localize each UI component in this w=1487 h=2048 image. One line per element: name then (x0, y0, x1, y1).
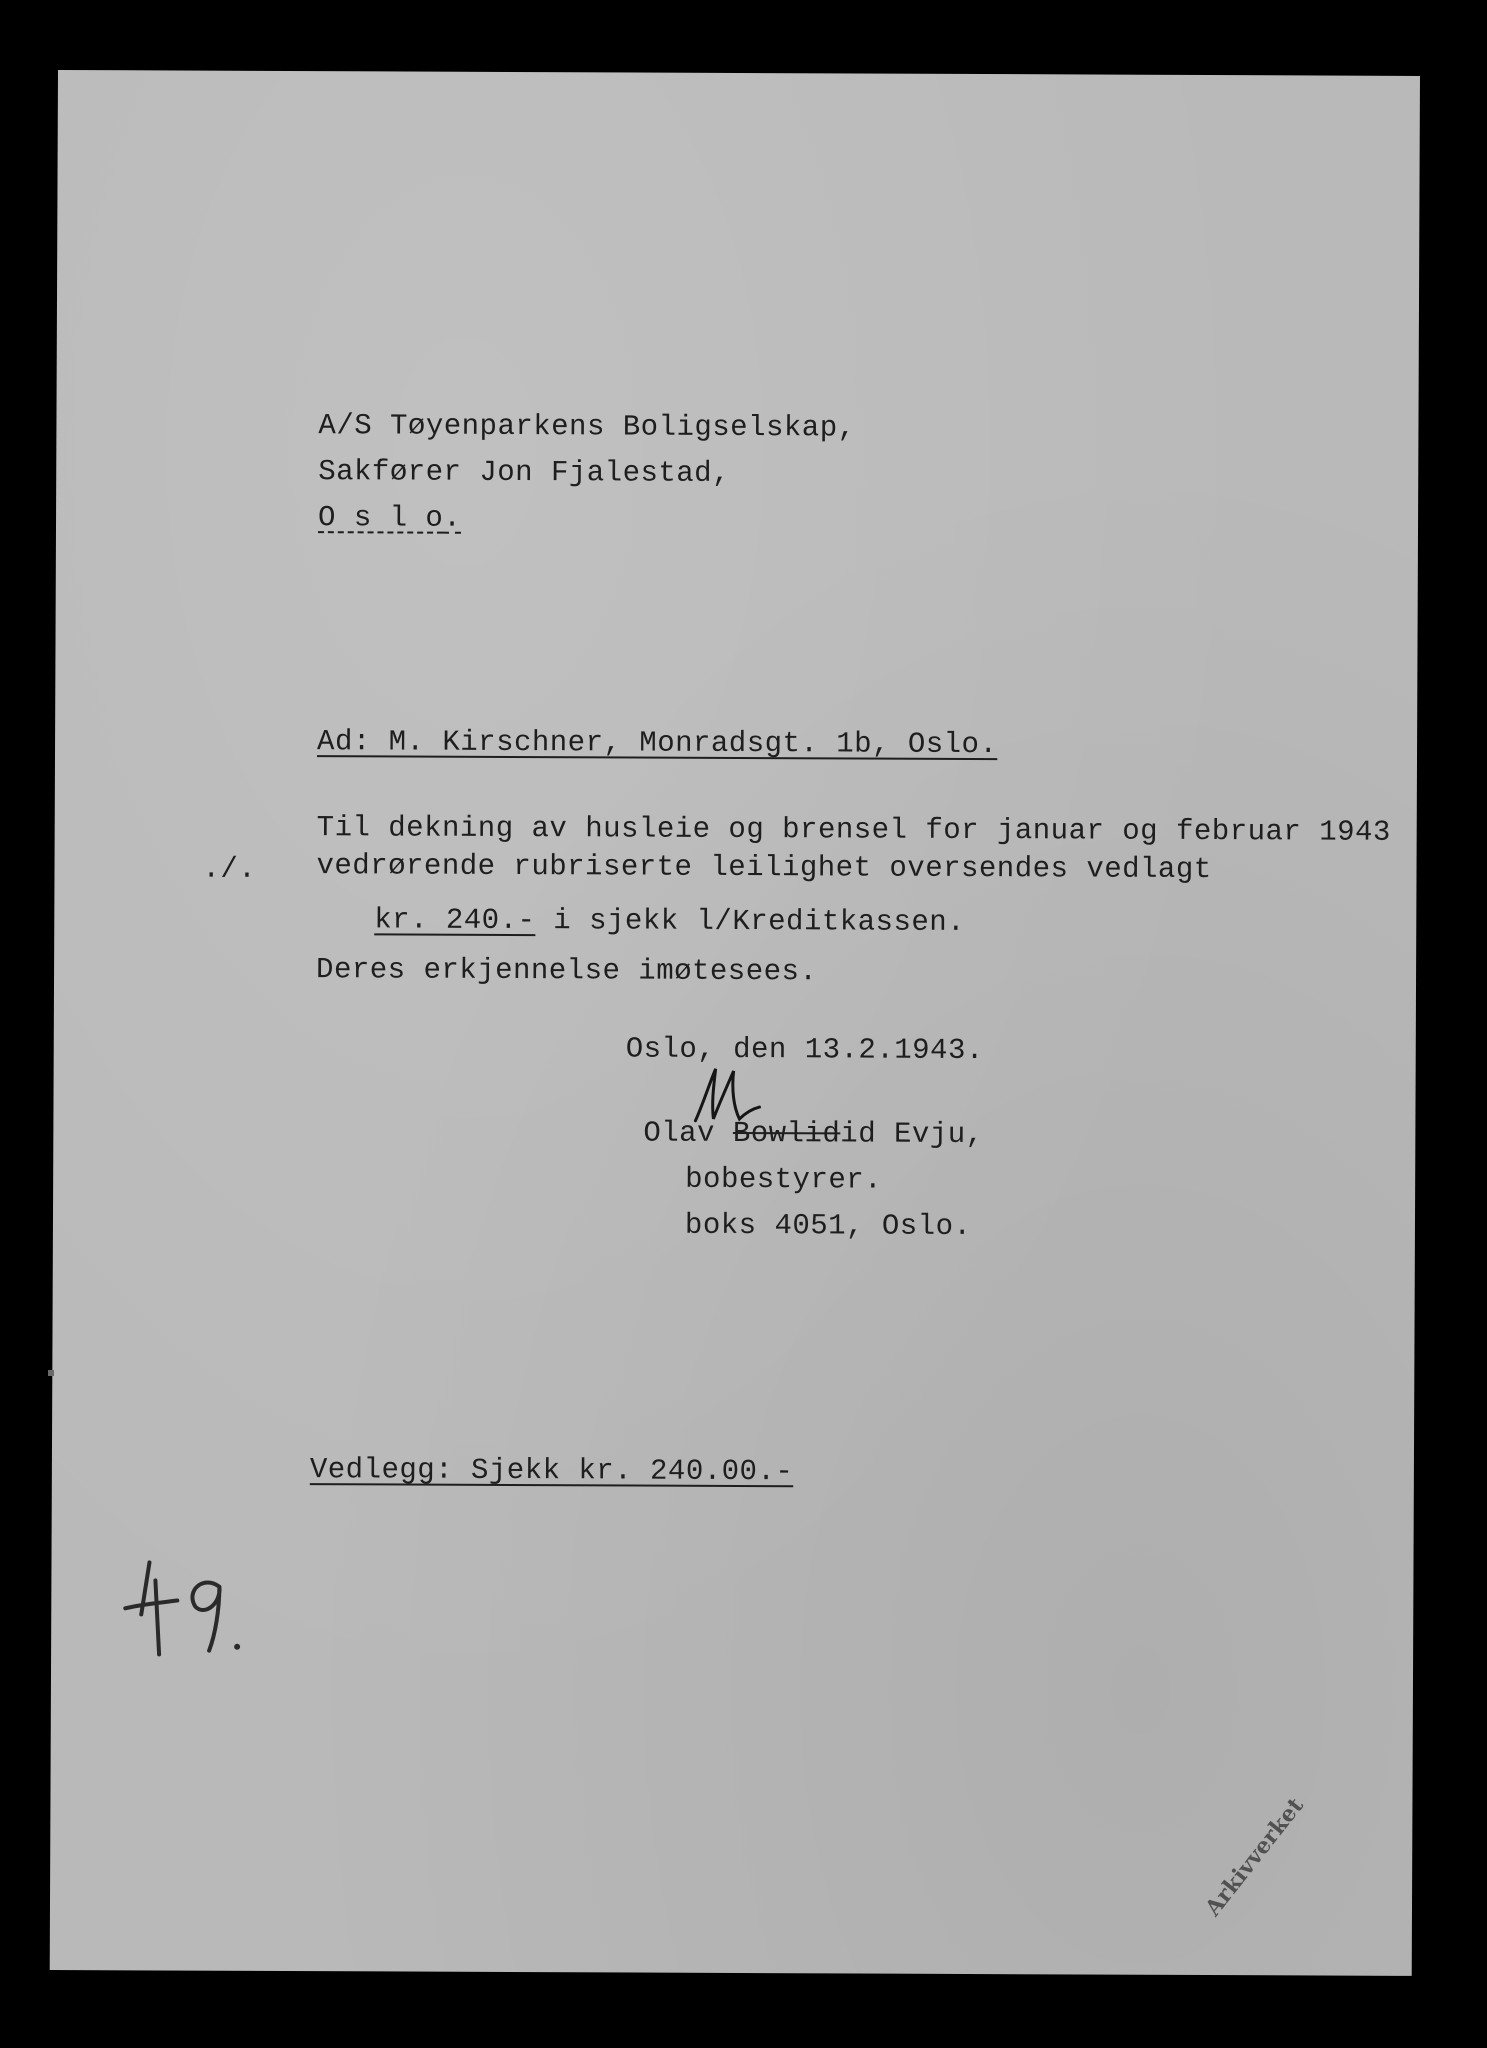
body-line-3 (374, 905, 965, 937)
page-number-handwriting (111, 1550, 252, 1671)
margin-mark: ./. (202, 852, 257, 886)
address-line-1: A/S Tøyenparkens Boligselskap, (318, 409, 856, 445)
amount-rest: i sjekk l/Kreditkassen. (535, 904, 966, 939)
address-line-2: Sakfører Jon Fjalestad, (318, 455, 731, 490)
scan-edge-mark (48, 1370, 54, 1376)
signer-first-name: Olav (643, 1116, 716, 1150)
signer-struck-name: Bowlid (732, 1116, 841, 1151)
body-line-1: Til dekning av husleie og brensel for januar og februar 1943 (316, 811, 1391, 849)
subject-line: Ad: M. Kirschner, Monradsgt. 1b, Oslo. (316, 725, 998, 762)
date-line: Oslo, den 13.2.1943. (625, 1032, 984, 1068)
body-line-4: Deres erkjennelse imøtesees. (316, 953, 818, 989)
signer-box: boks 4051, Oslo. (684, 1208, 972, 1243)
attachment-line: Vedlegg: Sjekk kr. 240.00.- (309, 1453, 794, 1489)
paper-sheet (50, 70, 1420, 1976)
page-number (111, 1550, 252, 1671)
signer-line (643, 1116, 984, 1152)
address-line-3: O s l o. (317, 501, 462, 535)
signer-rest: id Evju, (840, 1117, 984, 1152)
signer-title: bobestyrer. (685, 1162, 883, 1197)
archive-stamp: Arkivverket (1200, 1792, 1309, 1922)
body-line-2: vedrørende rubriserte leilighet oversendes vedlagt (316, 849, 1212, 887)
amount: kr. 240.- (374, 903, 536, 938)
